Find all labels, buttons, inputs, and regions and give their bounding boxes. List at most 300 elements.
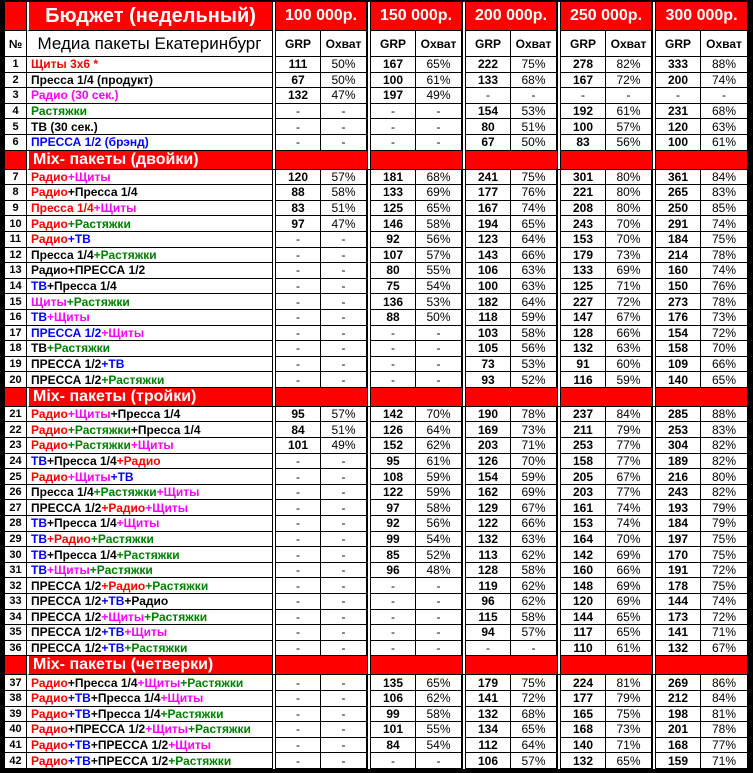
reach-value: - [416, 372, 462, 388]
package-label-part: ТВ [31, 547, 47, 562]
table-row [5, 675, 747, 691]
row-number-cell: 25 [5, 469, 27, 485]
package-label-part: +ТВ [67, 232, 91, 247]
reach-value: 73% [511, 422, 557, 438]
reach-value: 52% [511, 372, 557, 388]
reach-value: - [321, 753, 367, 769]
section-header: Mix- пакеты (двойки) [27, 151, 272, 170]
reach-value: 73% [606, 722, 652, 738]
section-number-cell [5, 388, 27, 407]
reach-value: - [321, 454, 367, 470]
grp-value: - [371, 625, 416, 641]
package-label-part: +Щиты [137, 675, 181, 690]
package-label [27, 135, 272, 151]
grp-column-header: GRP [561, 31, 606, 57]
grp-column-header: GRP [466, 31, 511, 57]
reach-value: 69% [606, 263, 652, 279]
reach-value: 78% [511, 407, 557, 423]
package-label-part: Радио [31, 706, 68, 721]
grp-value: 194 [466, 216, 511, 232]
row-number-cell: 3 [5, 88, 27, 104]
section-header-row [5, 388, 747, 407]
grp-value: 143 [466, 248, 511, 264]
reach-value: 51% [321, 422, 367, 438]
package-label-part: +Щиты [101, 325, 145, 340]
package-label-part: ТВ [31, 563, 47, 578]
row-number-cell: 4 [5, 104, 27, 120]
package-label-part: +ТВ [101, 594, 125, 609]
grp-value: 128 [466, 563, 511, 579]
grp-value: 181 [371, 170, 416, 186]
table-row [5, 407, 747, 423]
package-label-part: Пресса 1/4 (продукт) [31, 72, 154, 87]
grp-value: 243 [561, 216, 606, 232]
reach-value: 62% [416, 438, 462, 454]
reach-value: 53% [511, 104, 557, 120]
reach-value: 49% [416, 88, 462, 104]
package-label-part: Радио [31, 469, 68, 484]
package-label-part: +Пресса 1/4 [47, 279, 117, 294]
grp-value: - [276, 625, 321, 641]
reach-value: 58% [321, 185, 367, 201]
row-number-cell: 38 [5, 691, 27, 707]
reach-value: 75% [701, 232, 747, 248]
media-packages-column-header: Медиа пакеты Екатеринбург [27, 31, 272, 57]
table-row [5, 469, 747, 485]
reach-value: - [321, 372, 367, 388]
grp-value: - [276, 104, 321, 120]
grp-value: 100 [371, 73, 416, 89]
reach-value: 75% [511, 170, 557, 186]
table-row [5, 104, 747, 120]
reach-value: 62% [511, 594, 557, 610]
package-label [27, 547, 272, 563]
grp-value: 109 [656, 357, 701, 373]
grp-value: 85 [371, 547, 416, 563]
package-label-part: Радио [31, 738, 68, 753]
reach-value: 73% [701, 310, 747, 326]
reach-value: 50% [511, 135, 557, 151]
table-row [5, 594, 747, 610]
reach-value: 51% [511, 119, 557, 135]
corner-cell [5, 2, 27, 31]
reach-value: 67% [606, 469, 652, 485]
package-label-part: +ТВ [67, 706, 91, 721]
grp-value: 168 [656, 738, 701, 754]
grp-value: 125 [371, 201, 416, 217]
reach-value: 74% [701, 263, 747, 279]
row-number-cell: 6 [5, 135, 27, 151]
grp-value: 134 [466, 722, 511, 738]
package-label-part: +Щиты [47, 310, 90, 325]
table-row [5, 263, 747, 279]
grp-value: 176 [656, 310, 701, 326]
reach-value: 72% [606, 294, 652, 310]
package-label [27, 326, 272, 342]
package-label-part: +Растяжки [124, 641, 188, 656]
grp-value: 116 [561, 372, 606, 388]
reach-value: - [321, 547, 367, 563]
reach-value: 77% [606, 485, 652, 501]
table-row [5, 185, 747, 201]
reach-value: 76% [701, 279, 747, 295]
section-filler-cell [371, 151, 416, 170]
section-filler-cell [321, 656, 367, 675]
reach-value: 58% [416, 500, 462, 516]
package-label-part: +Пресса 1/4 [47, 516, 117, 531]
table-row [5, 610, 747, 626]
reach-value: 62% [511, 547, 557, 563]
reach-value: 59% [416, 469, 462, 485]
row-number-cell: 32 [5, 578, 27, 594]
grp-value: 115 [466, 610, 511, 626]
package-label-part: Радио [31, 232, 68, 247]
package-label-part: +Растяжки [116, 547, 180, 562]
reach-value: 82% [701, 454, 747, 470]
reach-value: - [321, 610, 367, 626]
grp-value: 142 [561, 547, 606, 563]
reach-value: 63% [606, 341, 652, 357]
grp-value: 167 [371, 57, 416, 73]
table-row [5, 372, 747, 388]
grp-value: 243 [656, 485, 701, 501]
package-label-part: Радио [31, 407, 68, 422]
grp-value: - [371, 135, 416, 151]
reach-value: 79% [701, 516, 747, 532]
reach-value: - [416, 641, 462, 657]
reach-value: 61% [606, 104, 652, 120]
package-label [27, 469, 272, 485]
reach-value: - [321, 248, 367, 264]
reach-value: 58% [416, 216, 462, 232]
package-label-part: ТВ [31, 531, 47, 546]
package-label [27, 294, 272, 310]
package-label [27, 753, 272, 769]
package-label-part: ПРЕССА 1/2 [31, 641, 102, 656]
reach-value: 52% [416, 547, 462, 563]
grp-value: - [371, 594, 416, 610]
grp-value: 132 [466, 707, 511, 723]
reach-value: 71% [606, 279, 652, 295]
grp-value: 177 [561, 691, 606, 707]
package-label-part: +Пресса 1/4 [130, 422, 201, 437]
grp-value: 119 [466, 578, 511, 594]
package-label [27, 485, 272, 501]
reach-value: 60% [606, 357, 652, 373]
grp-value: 132 [276, 88, 321, 104]
package-label-part: Пресса 1/4 [31, 201, 94, 216]
grp-value: 203 [561, 485, 606, 501]
package-label-part: +Пресса 1/4 [47, 453, 117, 468]
package-label-part: +ПРЕССА 1/2 [90, 753, 169, 768]
reach-value: 61% [606, 641, 652, 657]
row-number-cell: 41 [5, 738, 27, 754]
table-row [5, 753, 747, 769]
reach-value: 80% [606, 170, 652, 186]
package-label-part: +ТВ [67, 753, 91, 768]
reach-value: - [606, 88, 652, 104]
row-number-cell: 12 [5, 248, 27, 264]
reach-value: 82% [701, 438, 747, 454]
grp-value: - [371, 357, 416, 373]
row-number-cell: 11 [5, 232, 27, 248]
package-label-part: Радио [31, 722, 68, 737]
package-label [27, 707, 272, 723]
grp-value: - [371, 753, 416, 769]
reach-value: 58% [511, 326, 557, 342]
package-label-part: +Пресса 1/4 [47, 547, 117, 562]
reach-value: 56% [511, 341, 557, 357]
grp-value: 67 [276, 73, 321, 89]
package-label-part: Радио [31, 216, 68, 231]
grp-value: 189 [656, 454, 701, 470]
reach-value: 76% [511, 185, 557, 201]
package-label-part: Радио [31, 691, 68, 706]
table-row [5, 119, 747, 135]
grp-value: 94 [466, 625, 511, 641]
reach-value: 66% [511, 516, 557, 532]
row-number-cell: 8 [5, 185, 27, 201]
row-number-cell: 23 [5, 438, 27, 454]
reach-value: 68% [511, 707, 557, 723]
grp-value: - [276, 516, 321, 532]
grp-value: 125 [561, 279, 606, 295]
section-filler-cell [466, 656, 511, 675]
reach-value: 78% [701, 722, 747, 738]
grp-value: - [561, 88, 606, 104]
package-label-part: +Щиты [67, 407, 111, 422]
grp-value: 83 [561, 135, 606, 151]
reach-value: 80% [606, 185, 652, 201]
reach-value: 65% [416, 675, 462, 691]
package-label-part: +ТВ [101, 356, 125, 371]
grp-value: - [371, 641, 416, 657]
package-label-part: +Растяжки [47, 341, 110, 356]
reach-value: 86% [701, 675, 747, 691]
reach-column-header: Охват [321, 31, 367, 57]
section-filler-cell [656, 656, 701, 675]
table-row [5, 248, 747, 264]
row-number-cell: 20 [5, 372, 27, 388]
package-label-part: ПРЕССА 1/2 [31, 356, 102, 371]
grp-value: 154 [466, 469, 511, 485]
grp-value: 73 [466, 357, 511, 373]
reach-value: 53% [511, 357, 557, 373]
reach-value: 71% [606, 738, 652, 754]
grp-value: 95 [371, 454, 416, 470]
package-label [27, 532, 272, 548]
grp-value: 197 [656, 532, 701, 548]
reach-value: 71% [701, 753, 747, 769]
package-label-part: Радио [31, 169, 68, 184]
package-label-part: +Радио [101, 500, 146, 515]
reach-value: 72% [701, 563, 747, 579]
grp-value: 161 [561, 500, 606, 516]
reach-value: - [511, 641, 557, 657]
grp-value: - [276, 610, 321, 626]
section-filler-cell [276, 388, 321, 407]
grp-value: 179 [561, 248, 606, 264]
reach-value: 85% [701, 201, 747, 217]
grp-value: 182 [466, 294, 511, 310]
reach-value: - [701, 88, 747, 104]
package-label-part: +ПРЕССА 1/2 [67, 722, 146, 737]
package-label-part: +Щиты [116, 516, 160, 531]
grp-value: 231 [656, 104, 701, 120]
grp-value: 304 [656, 438, 701, 454]
grp-value: 142 [371, 407, 416, 423]
package-label-part: +Щиты [93, 201, 137, 216]
grp-value: 133 [561, 263, 606, 279]
grp-value: 67 [466, 135, 511, 151]
reach-value: - [321, 263, 367, 279]
grp-value: 153 [561, 516, 606, 532]
reach-value: 67% [701, 641, 747, 657]
row-number-cell: 42 [5, 753, 27, 769]
reach-value: 57% [416, 248, 462, 264]
row-number-cell: 28 [5, 516, 27, 532]
grp-value: - [276, 594, 321, 610]
section-filler-cell [606, 388, 652, 407]
grp-value: 128 [561, 326, 606, 342]
row-number-cell: 36 [5, 641, 27, 657]
grp-value: 97 [371, 500, 416, 516]
grp-value: 167 [466, 201, 511, 217]
package-label-part: +ТВ [101, 625, 125, 640]
reach-value: 68% [511, 73, 557, 89]
package-label-part: +Пресса 1/4 [110, 407, 181, 422]
package-label-part: +Растяжки [168, 753, 232, 768]
grp-value: 120 [656, 119, 701, 135]
package-label [27, 722, 272, 738]
grp-value: - [276, 675, 321, 691]
reach-value: 66% [606, 563, 652, 579]
package-label-part: +Растяжки [67, 422, 131, 437]
grp-value: - [466, 641, 511, 657]
reach-value: 50% [321, 57, 367, 73]
grp-value: 167 [561, 73, 606, 89]
grp-value: 170 [656, 547, 701, 563]
reach-value: 50% [321, 73, 367, 89]
package-label-part: +Щиты [67, 169, 111, 184]
package-label-part: +Щиты [47, 563, 90, 578]
grp-value: 99 [371, 707, 416, 723]
grp-value: - [276, 341, 321, 357]
package-label [27, 119, 272, 135]
grp-value: 108 [371, 469, 416, 485]
reach-value: 69% [511, 485, 557, 501]
table-row [5, 485, 747, 501]
section-filler-cell [656, 388, 701, 407]
row-number-cell: 16 [5, 310, 27, 326]
row-number-cell: 17 [5, 326, 27, 342]
package-label-part: ПРЕССА 1/2 [31, 594, 102, 609]
grp-value: 141 [466, 691, 511, 707]
grp-value: 160 [561, 563, 606, 579]
package-label-part: Пресса 1/4 [31, 247, 94, 262]
budget-column-header: 200 000р. [466, 2, 557, 31]
package-label-part: +Пресса 1/4 [67, 675, 138, 690]
reach-value: 84% [701, 691, 747, 707]
reach-value: 57% [511, 753, 557, 769]
reach-value: - [321, 485, 367, 501]
reach-value: 65% [606, 610, 652, 626]
budget-column-header: 300 000р. [656, 2, 747, 31]
grp-value: 198 [656, 707, 701, 723]
reach-value: 74% [606, 500, 652, 516]
reach-value: 59% [606, 372, 652, 388]
section-filler-cell [561, 656, 606, 675]
row-number-cell: 10 [5, 216, 27, 232]
reach-value: 83% [701, 422, 747, 438]
grp-value: 265 [656, 185, 701, 201]
reach-value: 59% [416, 485, 462, 501]
reach-value: 73% [606, 248, 652, 264]
grp-value: 191 [656, 563, 701, 579]
package-label [27, 641, 272, 657]
column-header-row [5, 31, 747, 57]
budget-header-row [5, 2, 747, 31]
reach-value: 48% [416, 563, 462, 579]
package-label-part: ПРЕССА 1/2 (брэнд) [31, 135, 149, 150]
grp-value: 179 [466, 675, 511, 691]
reach-value: 84% [701, 170, 747, 186]
grp-value: 164 [561, 532, 606, 548]
grp-value: 111 [276, 57, 321, 73]
package-label [27, 201, 272, 217]
reach-value: 57% [321, 170, 367, 186]
package-label [27, 170, 272, 186]
grp-value: 133 [371, 185, 416, 201]
package-label-part: +Растяжки [144, 609, 208, 624]
package-label-part: ПРЕССА 1/2 [31, 325, 102, 340]
row-number-cell: 9 [5, 201, 27, 217]
grp-value: 208 [561, 201, 606, 217]
grp-value: - [371, 341, 416, 357]
package-label-part: ТВ [31, 341, 47, 356]
grp-value: 140 [561, 738, 606, 754]
grp-value: 92 [371, 232, 416, 248]
grp-value: 227 [561, 294, 606, 310]
section-filler-cell [656, 151, 701, 170]
reach-value: 74% [511, 201, 557, 217]
grp-value: - [276, 279, 321, 295]
package-label-part: +Щиты [124, 625, 168, 640]
reach-value: 78% [701, 294, 747, 310]
reach-value: 66% [606, 326, 652, 342]
table-row [5, 232, 747, 248]
page-title: Бюджет (недельный) [27, 2, 272, 31]
package-label [27, 578, 272, 594]
reach-column-header: Охват [511, 31, 557, 57]
reach-value: 80% [606, 201, 652, 217]
reach-value: 88% [701, 407, 747, 423]
package-label-part: +Растяжки [93, 485, 157, 500]
grp-value: 200 [656, 73, 701, 89]
section-filler-cell [561, 388, 606, 407]
grp-value: - [371, 610, 416, 626]
reach-value: 55% [416, 263, 462, 279]
section-filler-cell [606, 151, 652, 170]
reach-value: 65% [701, 372, 747, 388]
package-label-part: +Пресса 1/4 [67, 185, 138, 200]
package-label-part: +Щиты [168, 738, 211, 753]
grp-value: - [276, 357, 321, 373]
grp-value: - [276, 691, 321, 707]
grp-value: - [276, 119, 321, 135]
package-label-part: +Радио [101, 578, 146, 593]
package-label [27, 422, 272, 438]
